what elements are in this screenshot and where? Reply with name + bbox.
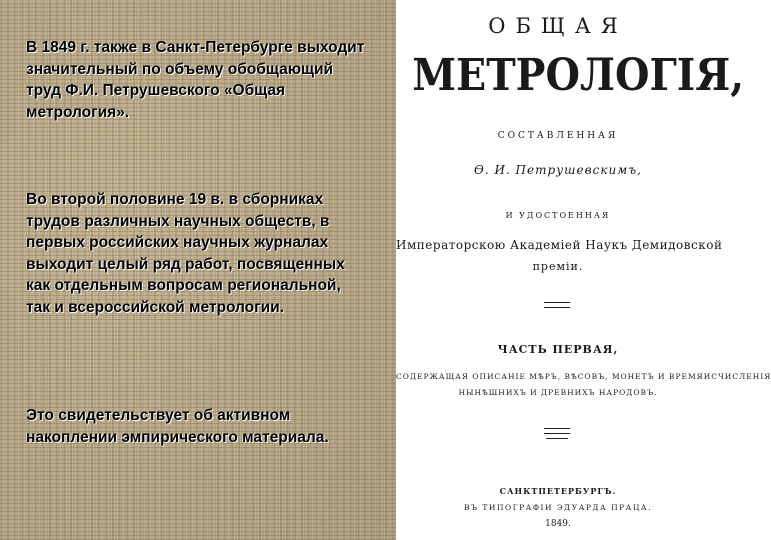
title-page-prize: преміи. (532, 260, 584, 273)
title-page-contents-line-2: НЫНѢШНИХЪ И ДРЕВНИХЪ НАРОДОВЪ. (458, 388, 658, 397)
title-page-contents-line-1: СОДЕРЖАЩАЯ ОПИСАНІЕ МѢРЪ, ВѢСОВЪ, МОНЕТЪ И ВРЕМЯИСЧИСЛЕНІЯ (396, 372, 771, 381)
divider-rule (544, 433, 570, 434)
title-page-awarded: И УДОСТОЕННАЯ (505, 211, 611, 220)
paragraph-scientific-journals: Во второй половине 19 в. в сборниках трудов различных научных обществ, в первых российских научных журналах выходит целый ряд работ, посвященных как отдельным вопросам региональной, так и всероссийской метрологии. (26, 191, 345, 316)
title-page-author: Ө. И. Петрушевскимъ, (474, 163, 642, 177)
divider-rule (544, 302, 570, 303)
title-page-compiled: СОСТАВЛЕННАЯ (497, 131, 619, 141)
title-page-city: САНКТПЕТЕРБУРГЪ. (499, 486, 617, 496)
divider-rule (546, 438, 568, 439)
title-page-metrologiya: МЕТРОЛОГІЯ, (412, 50, 745, 101)
divider-rule (544, 428, 570, 429)
title-page-printer: ВЪ ТИПОГРАФІИ ЭДУАРДА ПРАЦА. (464, 503, 652, 512)
title-page-year: 1849. (545, 519, 571, 529)
title-page-academy: Императорскою Академіей Наукъ Демидовской (396, 238, 723, 252)
divider-rule (544, 307, 570, 308)
paragraph-empirical-material: Это свидетельствует об активном накоплении эмпирического материала. (26, 407, 329, 446)
book-title-page-image (396, 0, 771, 540)
title-page-part: ЧАСТЬ ПЕРВАЯ, (497, 343, 619, 356)
title-page-obshchaya: ОБЩАЯ (488, 14, 628, 38)
paragraph-petrushevsky: В 1849 г. также в Санкт-Петербурге выходит значительный по объему обобщающий труд Ф.И. Петрушевского «Общая метрология». (26, 39, 365, 121)
